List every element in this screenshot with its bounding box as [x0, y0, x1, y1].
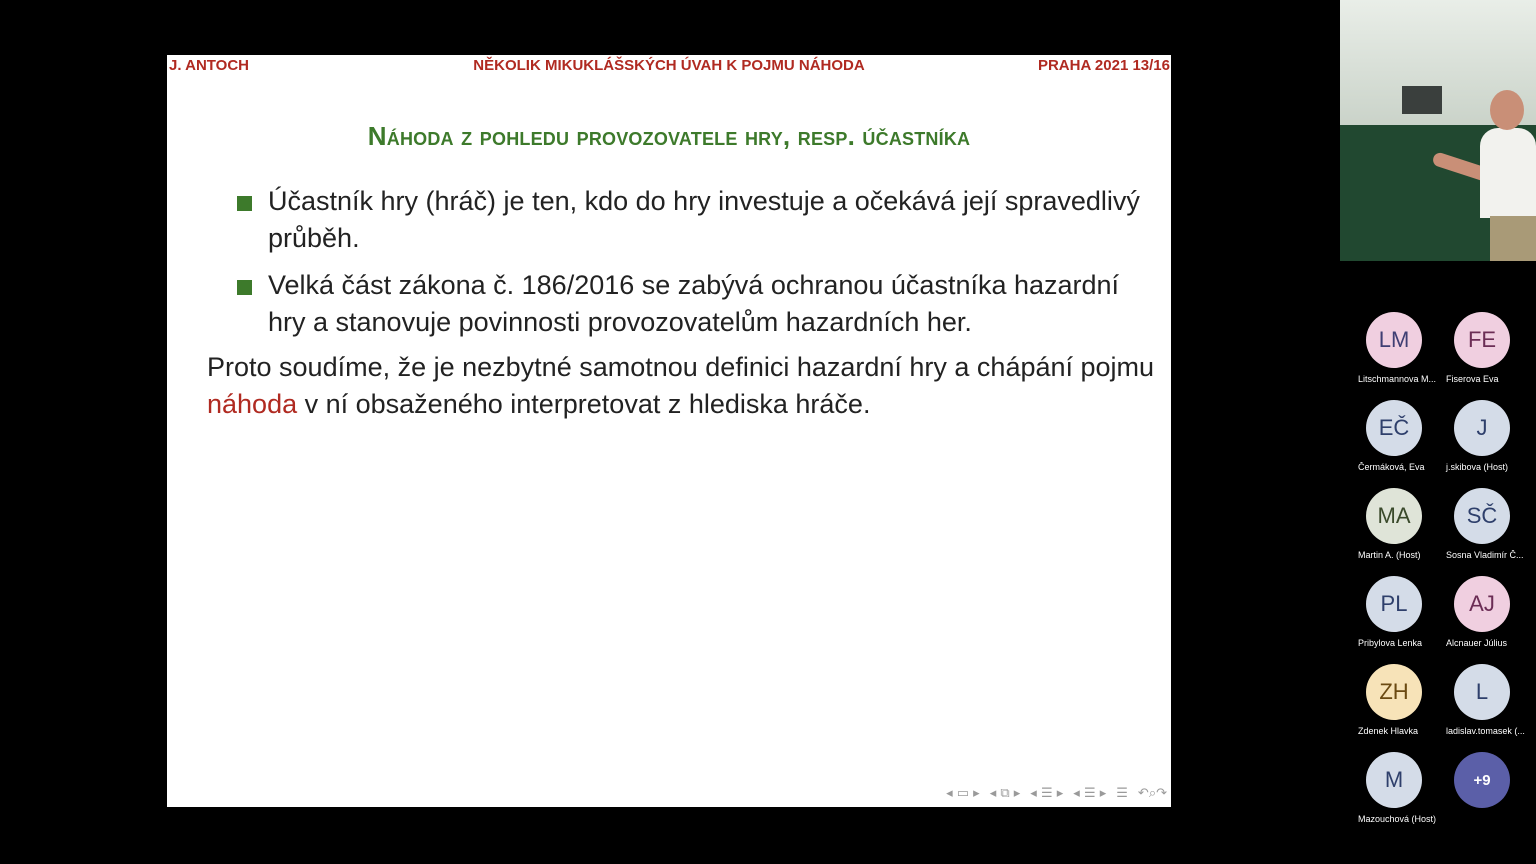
participant-name: ladislav.tomasek (...: [1446, 726, 1525, 736]
participant-tile[interactable]: [1350, 752, 1438, 824]
bullet-list: [235, 183, 1155, 351]
participant-tile[interactable]: [1438, 664, 1526, 736]
paragraph-text-end: v ní obsaženého interpretovat z hlediska hráče.: [297, 389, 871, 419]
bullet-item: [235, 267, 1155, 341]
avatar: J: [1454, 400, 1510, 456]
avatar: LM: [1366, 312, 1422, 368]
slide-header-author: J. ANTOCH: [169, 57, 250, 74]
avatar: AJ: [1454, 576, 1510, 632]
bullet-square-icon: [237, 196, 252, 211]
presentation-slide: [167, 55, 1171, 807]
video-person-legs: [1490, 216, 1536, 261]
nav-section-icon[interactable]: ◂ ☰ ▸: [1030, 785, 1064, 801]
slide-title: Náhoda z pohledu provozovatele hry, resp. účastníka: [367, 121, 971, 151]
beamer-navigation-bar: [946, 785, 1167, 801]
participant-tile[interactable]: [1438, 576, 1526, 648]
participant-name: Zdenek Hlavka: [1358, 726, 1419, 736]
participant-tile[interactable]: [1438, 488, 1526, 560]
participant-name: Martin A. (Host): [1358, 550, 1421, 560]
paragraph-text: Proto soudíme, že je nezbytné samotnou definici hazardní hry a chápání pojmu: [207, 352, 1155, 382]
nav-frame-icon[interactable]: ◂ ▭ ▸: [946, 785, 980, 801]
bullet-square-icon: [237, 280, 252, 295]
participant-tile[interactable]: [1350, 664, 1438, 736]
participant-name: Alcnauer Július: [1446, 638, 1508, 648]
avatar: PL: [1366, 576, 1422, 632]
bullet-text: Účastník hry (hráč) je ten, kdo do hry investuje a očekává její spravedlivý průběh.: [268, 186, 1140, 253]
nav-appendix-icon[interactable]: ☰: [1116, 785, 1128, 801]
participant-name: Sosna Vladimír Č...: [1446, 550, 1524, 560]
avatar: M: [1366, 752, 1422, 808]
participant-tile[interactable]: [1350, 312, 1438, 384]
avatar: FE: [1454, 312, 1510, 368]
video-screen: [1402, 86, 1442, 114]
participant-name: Čermáková, Eva: [1358, 462, 1425, 472]
nav-outline-icon[interactable]: ◂ ☰ ▸: [1073, 785, 1107, 801]
speaker-video: [1340, 0, 1536, 261]
participant-name: Fiserova Eva: [1446, 374, 1499, 384]
participant-name: Litschmannova M...: [1358, 374, 1437, 384]
participant-name: Mazouchová (Host): [1358, 814, 1437, 824]
participant-tile[interactable]: [1350, 488, 1438, 560]
more-participants-count: +9: [1454, 752, 1510, 808]
participant-tile[interactable]: [1438, 312, 1526, 384]
avatar: MA: [1366, 488, 1422, 544]
bullet-item: [235, 183, 1155, 257]
bullet-text: Velká část zákona č. 186/2016 se zabývá ochranou účastníka hazardní hry a stanovuje povinnosti provozovatelům hazardních her.: [268, 270, 1120, 337]
participant-tile[interactable]: [1438, 400, 1526, 472]
video-person-body: [1480, 128, 1536, 218]
video-person-head: [1490, 90, 1524, 130]
more-participants-button[interactable]: [1438, 752, 1526, 808]
avatar: L: [1454, 664, 1510, 720]
avatar: EČ: [1366, 400, 1422, 456]
participant-tile[interactable]: [1350, 576, 1438, 648]
slide-paragraph: [207, 349, 1157, 423]
participant-name: j.skibova (Host): [1446, 462, 1509, 472]
nav-search-icon[interactable]: ↶⌕↷: [1137, 785, 1167, 801]
slide-header-title: NĚKOLIK MIKUKLÁŠSKÝCH ÚVAH K POJMU NÁHODA: [473, 57, 865, 74]
avatar: SČ: [1454, 488, 1510, 544]
highlighted-term: náhoda: [207, 389, 298, 419]
avatar: ZH: [1366, 664, 1422, 720]
participant-tile[interactable]: [1350, 400, 1438, 472]
nav-subsection-icon[interactable]: ◂ ⧉ ▸: [989, 785, 1021, 801]
participant-name: Pribylova Lenka: [1358, 638, 1423, 648]
slide-header-page: PRAHA 2021 13/16: [1037, 57, 1170, 74]
